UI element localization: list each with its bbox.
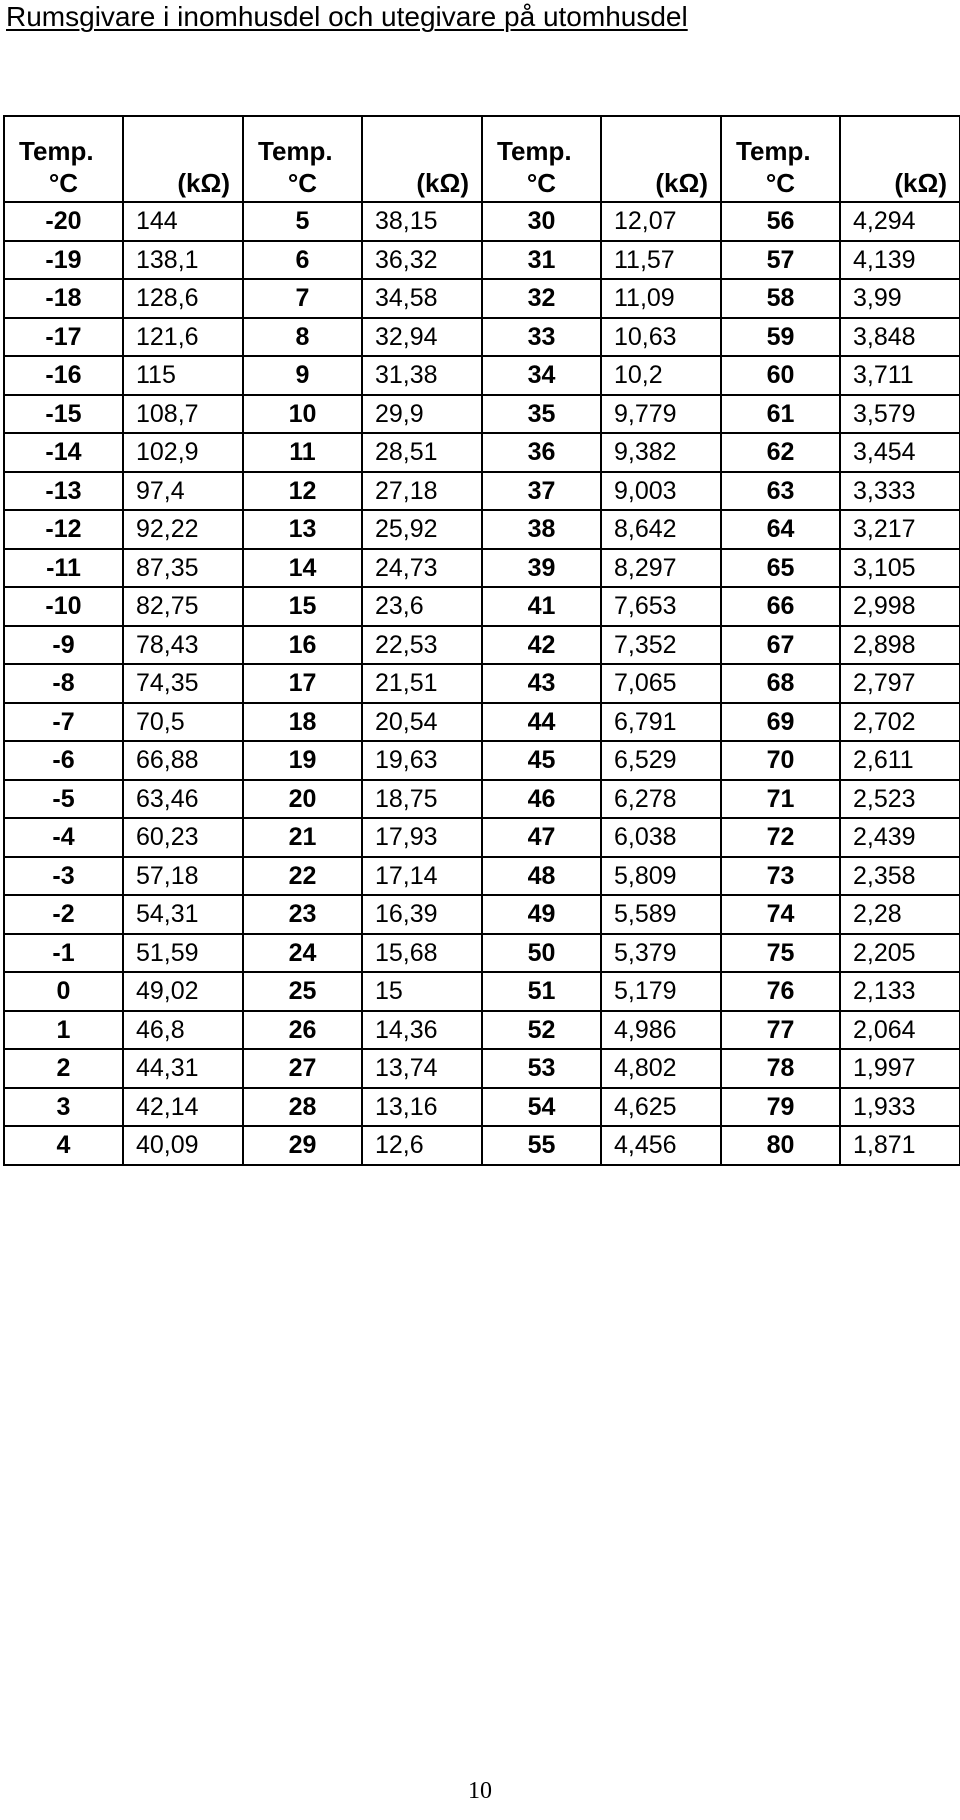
table-row — [4, 241, 960, 280]
table-row — [4, 1011, 960, 1050]
resistance-cell: 6,278 — [601, 780, 721, 819]
temperature-cell: -20 — [4, 202, 123, 241]
resistance-cell: 78,43 — [123, 626, 243, 665]
resistance-cell: 2,702 — [840, 703, 960, 742]
temperature-cell: 50 — [482, 934, 601, 973]
temperature-cell: 0 — [4, 972, 123, 1011]
temperature-cell: 71 — [721, 780, 840, 819]
resistance-cell: 1,871 — [840, 1126, 960, 1165]
temperature-cell: 35 — [482, 395, 601, 434]
resistance-cell: 108,7 — [123, 395, 243, 434]
temperature-cell: 19 — [243, 741, 362, 780]
temperature-cell: 46 — [482, 780, 601, 819]
temperature-cell: 4 — [4, 1126, 123, 1165]
table-row — [4, 818, 960, 857]
resistance-cell: 46,8 — [123, 1011, 243, 1050]
temperature-cell: 56 — [721, 202, 840, 241]
temperature-cell: 34 — [482, 356, 601, 395]
temperature-cell: -11 — [4, 549, 123, 588]
resistance-cell: 54,31 — [123, 895, 243, 934]
resistance-cell: 5,379 — [601, 934, 721, 973]
temperature-cell: 39 — [482, 549, 601, 588]
temperature-cell: -6 — [4, 741, 123, 780]
table-row — [4, 780, 960, 819]
temperature-cell: 29 — [243, 1126, 362, 1165]
temperature-cell: 66 — [721, 587, 840, 626]
temperature-cell: -17 — [4, 318, 123, 357]
temperature-cell: 63 — [721, 472, 840, 511]
resistance-cell: 6,791 — [601, 703, 721, 742]
temperature-cell: 2 — [4, 1049, 123, 1088]
resistance-cell: 2,133 — [840, 972, 960, 1011]
temperature-cell: -2 — [4, 895, 123, 934]
temperature-cell: 43 — [482, 664, 601, 703]
resistance-cell: 115 — [123, 356, 243, 395]
temperature-cell: 76 — [721, 972, 840, 1011]
temperature-cell: -14 — [4, 433, 123, 472]
temperature-cell: 18 — [243, 703, 362, 742]
resistance-cell: 20,54 — [362, 703, 482, 742]
temperature-cell: 69 — [721, 703, 840, 742]
resistance-cell: 10,2 — [601, 356, 721, 395]
resistance-cell: 97,4 — [123, 472, 243, 511]
temperature-cell: 3 — [4, 1088, 123, 1127]
table-header-row — [4, 116, 960, 202]
temperature-cell: 27 — [243, 1049, 362, 1088]
temperature-cell: -9 — [4, 626, 123, 665]
resistance-cell: 3,711 — [840, 356, 960, 395]
resistance-cell: 19,63 — [362, 741, 482, 780]
resistance-cell: 7,653 — [601, 587, 721, 626]
temperature-cell: 64 — [721, 510, 840, 549]
temperature-cell: 15 — [243, 587, 362, 626]
table-body — [4, 202, 960, 1165]
temperature-cell: 1 — [4, 1011, 123, 1050]
temperature-cell: 9 — [243, 356, 362, 395]
resistance-cell: 144 — [123, 202, 243, 241]
resistance-cell: 10,63 — [601, 318, 721, 357]
table-row — [4, 972, 960, 1011]
resistance-cell: 92,22 — [123, 510, 243, 549]
temperature-cell: 26 — [243, 1011, 362, 1050]
resistance-cell: 138,1 — [123, 241, 243, 280]
temperature-cell: 59 — [721, 318, 840, 357]
resistance-cell: 18,75 — [362, 780, 482, 819]
resistance-cell: 1,997 — [840, 1049, 960, 1088]
resistance-column-header: (kΩ) — [601, 116, 721, 202]
temperature-cell: 70 — [721, 741, 840, 780]
resistance-cell: 16,39 — [362, 895, 482, 934]
resistance-cell: 3,217 — [840, 510, 960, 549]
temperature-cell: 25 — [243, 972, 362, 1011]
resistance-cell: 1,933 — [840, 1088, 960, 1127]
temperature-cell: -1 — [4, 934, 123, 973]
resistance-cell: 13,74 — [362, 1049, 482, 1088]
resistance-cell: 82,75 — [123, 587, 243, 626]
resistance-cell: 9,003 — [601, 472, 721, 511]
resistance-cell: 11,57 — [601, 241, 721, 280]
resistance-cell: 74,35 — [123, 664, 243, 703]
temperature-cell: 11 — [243, 433, 362, 472]
resistance-cell: 70,5 — [123, 703, 243, 742]
resistance-cell: 2,439 — [840, 818, 960, 857]
temperature-cell: 36 — [482, 433, 601, 472]
resistance-cell: 60,23 — [123, 818, 243, 857]
temperature-cell: 80 — [721, 1126, 840, 1165]
resistance-cell: 7,352 — [601, 626, 721, 665]
temperature-cell: 17 — [243, 664, 362, 703]
table-row — [4, 587, 960, 626]
temperature-cell: 32 — [482, 279, 601, 318]
temperature-cell: 58 — [721, 279, 840, 318]
temperature-cell: 79 — [721, 1088, 840, 1127]
resistance-cell: 31,38 — [362, 356, 482, 395]
temperature-cell: 54 — [482, 1088, 601, 1127]
table-row — [4, 318, 960, 357]
resistance-cell: 4,456 — [601, 1126, 721, 1165]
temperature-cell: 24 — [243, 934, 362, 973]
table-row — [4, 1126, 960, 1165]
resistance-cell: 5,809 — [601, 857, 721, 896]
resistance-cell: 2,358 — [840, 857, 960, 896]
resistance-cell: 3,579 — [840, 395, 960, 434]
table-row — [4, 433, 960, 472]
resistance-cell: 6,529 — [601, 741, 721, 780]
table-row — [4, 626, 960, 665]
temperature-cell: 61 — [721, 395, 840, 434]
resistance-cell: 12,07 — [601, 202, 721, 241]
temperature-cell: 77 — [721, 1011, 840, 1050]
resistance-cell: 2,523 — [840, 780, 960, 819]
resistance-cell: 34,58 — [362, 279, 482, 318]
table-row — [4, 1049, 960, 1088]
temperature-cell: 28 — [243, 1088, 362, 1127]
temp-column-header: Temp. °C — [721, 116, 840, 202]
temperature-cell: 52 — [482, 1011, 601, 1050]
temperature-cell: 49 — [482, 895, 601, 934]
temperature-cell: 31 — [482, 241, 601, 280]
resistance-cell: 66,88 — [123, 741, 243, 780]
resistance-cell: 2,28 — [840, 895, 960, 934]
temperature-cell: 23 — [243, 895, 362, 934]
resistance-cell: 3,333 — [840, 472, 960, 511]
resistance-cell: 24,73 — [362, 549, 482, 588]
table-row — [4, 934, 960, 973]
resistance-cell: 15 — [362, 972, 482, 1011]
temperature-cell: 13 — [243, 510, 362, 549]
resistance-cell: 4,986 — [601, 1011, 721, 1050]
temperature-cell: 5 — [243, 202, 362, 241]
resistance-cell: 57,18 — [123, 857, 243, 896]
temperature-cell: 78 — [721, 1049, 840, 1088]
temperature-cell: 37 — [482, 472, 601, 511]
temperature-cell: 62 — [721, 433, 840, 472]
table-row — [4, 549, 960, 588]
temperature-cell: 44 — [482, 703, 601, 742]
resistance-cell: 6,038 — [601, 818, 721, 857]
resistance-cell: 5,589 — [601, 895, 721, 934]
resistance-cell: 15,68 — [362, 934, 482, 973]
temperature-cell: 22 — [243, 857, 362, 896]
resistance-cell: 4,139 — [840, 241, 960, 280]
resistance-cell: 2,611 — [840, 741, 960, 780]
resistance-cell: 23,6 — [362, 587, 482, 626]
resistance-cell: 102,9 — [123, 433, 243, 472]
temperature-cell: 6 — [243, 241, 362, 280]
temperature-cell: 20 — [243, 780, 362, 819]
resistance-cell: 8,642 — [601, 510, 721, 549]
table-row — [4, 510, 960, 549]
temperature-cell: 60 — [721, 356, 840, 395]
resistance-cell: 2,898 — [840, 626, 960, 665]
resistance-cell: 5,179 — [601, 972, 721, 1011]
temperature-cell: -19 — [4, 241, 123, 280]
resistance-column-header: (kΩ) — [123, 116, 243, 202]
temperature-cell: 75 — [721, 934, 840, 973]
resistance-cell: 2,998 — [840, 587, 960, 626]
resistance-cell: 42,14 — [123, 1088, 243, 1127]
resistance-cell: 40,09 — [123, 1126, 243, 1165]
resistance-cell: 128,6 — [123, 279, 243, 318]
temperature-cell: -8 — [4, 664, 123, 703]
resistance-cell: 36,32 — [362, 241, 482, 280]
temperature-cell: -18 — [4, 279, 123, 318]
resistance-cell: 4,802 — [601, 1049, 721, 1088]
resistance-cell: 14,36 — [362, 1011, 482, 1050]
table-row — [4, 1088, 960, 1127]
table-row — [4, 356, 960, 395]
resistance-cell: 9,779 — [601, 395, 721, 434]
resistance-cell: 9,382 — [601, 433, 721, 472]
resistance-cell: 17,93 — [362, 818, 482, 857]
temperature-cell: 47 — [482, 818, 601, 857]
temperature-cell: 45 — [482, 741, 601, 780]
temperature-cell: 73 — [721, 857, 840, 896]
resistance-cell: 49,02 — [123, 972, 243, 1011]
resistance-cell: 4,294 — [840, 202, 960, 241]
temperature-cell: 7 — [243, 279, 362, 318]
temperature-cell: 8 — [243, 318, 362, 357]
temperature-cell: -13 — [4, 472, 123, 511]
table-row — [4, 395, 960, 434]
temperature-cell: 74 — [721, 895, 840, 934]
temperature-cell: 68 — [721, 664, 840, 703]
temperature-cell: 65 — [721, 549, 840, 588]
resistance-cell: 63,46 — [123, 780, 243, 819]
page-title: Rumsgivare i inomhusdel och utegivare på utomhusdel — [6, 1, 688, 32]
resistance-cell: 87,35 — [123, 549, 243, 588]
resistance-cell: 27,18 — [362, 472, 482, 511]
resistance-column-header: (kΩ) — [840, 116, 960, 202]
table-row — [4, 472, 960, 511]
temperature-cell: 67 — [721, 626, 840, 665]
temperature-cell: 42 — [482, 626, 601, 665]
resistance-cell: 3,99 — [840, 279, 960, 318]
table-row — [4, 703, 960, 742]
temperature-cell: 72 — [721, 818, 840, 857]
resistance-cell: 2,064 — [840, 1011, 960, 1050]
temperature-cell: 14 — [243, 549, 362, 588]
table-row — [4, 279, 960, 318]
temperature-cell: 30 — [482, 202, 601, 241]
resistance-cell: 17,14 — [362, 857, 482, 896]
temperature-cell: -12 — [4, 510, 123, 549]
temperature-cell: -10 — [4, 587, 123, 626]
resistance-cell: 13,16 — [362, 1088, 482, 1127]
temperature-cell: 57 — [721, 241, 840, 280]
temperature-cell: -4 — [4, 818, 123, 857]
temperature-cell: 16 — [243, 626, 362, 665]
resistance-cell: 25,92 — [362, 510, 482, 549]
resistance-cell: 4,625 — [601, 1088, 721, 1127]
temp-column-header: Temp. °C — [4, 116, 123, 202]
temperature-cell: 10 — [243, 395, 362, 434]
temperature-cell: -16 — [4, 356, 123, 395]
table-row — [4, 741, 960, 780]
table-row — [4, 202, 960, 241]
resistance-cell: 3,105 — [840, 549, 960, 588]
resistance-cell: 22,53 — [362, 626, 482, 665]
temp-column-header: Temp. °C — [243, 116, 362, 202]
resistance-cell: 121,6 — [123, 318, 243, 357]
resistance-cell: 7,065 — [601, 664, 721, 703]
temperature-cell: 38 — [482, 510, 601, 549]
resistance-cell: 51,59 — [123, 934, 243, 973]
temperature-cell: -7 — [4, 703, 123, 742]
temperature-cell: 33 — [482, 318, 601, 357]
resistance-cell: 32,94 — [362, 318, 482, 357]
temperature-cell: -3 — [4, 857, 123, 896]
resistance-cell: 12,6 — [362, 1126, 482, 1165]
resistance-cell: 3,454 — [840, 433, 960, 472]
temperature-cell: 55 — [482, 1126, 601, 1165]
temperature-cell: 48 — [482, 857, 601, 896]
resistance-table — [3, 115, 960, 1166]
temperature-cell: 51 — [482, 972, 601, 1011]
table-row — [4, 895, 960, 934]
table-row — [4, 664, 960, 703]
temp-column-header: Temp. °C — [482, 116, 601, 202]
resistance-column-header: (kΩ) — [362, 116, 482, 202]
resistance-cell: 28,51 — [362, 433, 482, 472]
temperature-cell: 21 — [243, 818, 362, 857]
resistance-cell: 3,848 — [840, 318, 960, 357]
resistance-cell: 8,297 — [601, 549, 721, 588]
resistance-cell: 29,9 — [362, 395, 482, 434]
temperature-cell: 53 — [482, 1049, 601, 1088]
resistance-cell: 2,205 — [840, 934, 960, 973]
resistance-cell: 44,31 — [123, 1049, 243, 1088]
temperature-cell: 41 — [482, 587, 601, 626]
resistance-cell: 11,09 — [601, 279, 721, 318]
resistance-cell: 2,797 — [840, 664, 960, 703]
temperature-cell: -5 — [4, 780, 123, 819]
temperature-cell: -15 — [4, 395, 123, 434]
resistance-cell: 38,15 — [362, 202, 482, 241]
resistance-cell: 21,51 — [362, 664, 482, 703]
table-row — [4, 857, 960, 896]
temperature-cell: 12 — [243, 472, 362, 511]
page-number: 10 — [468, 1778, 492, 1804]
